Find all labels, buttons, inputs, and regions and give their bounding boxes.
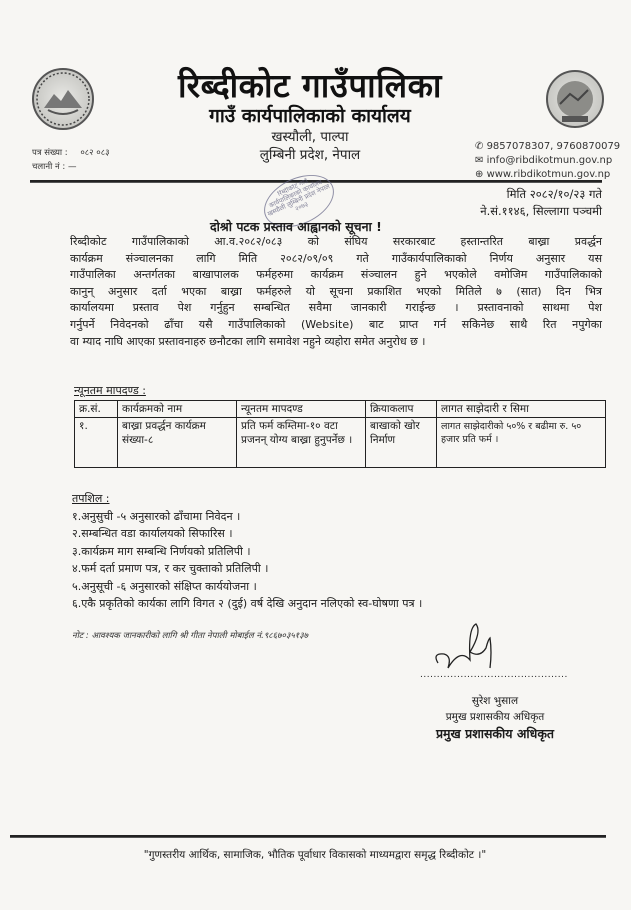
col-cost: लागत साझेदारी र सिमा <box>437 401 606 418</box>
signature-block <box>405 693 585 742</box>
seal-icon <box>548 72 602 126</box>
municipality-title: रिब्दीकोट गाउँपालिका <box>178 66 442 105</box>
notice-title: दोश्रो पटक प्रस्ताव आह्वानको सूचना ! <box>210 219 382 234</box>
criteria-label: न्यूनतम मापदण्ड : <box>74 384 146 397</box>
col-program: कार्यक्रमको नाम <box>118 401 237 418</box>
table-row <box>75 418 606 468</box>
signatory-position: प्रमुख प्रशासकीय अधिकृत <box>445 711 545 723</box>
paragraph-line: गाउँपालिका अन्तर्गतका बाखापालक फर्महरुमा कार्यक्रम संञ्चालन हुने भएकोले वमोजिम गाउँपालिकाको <box>70 268 602 282</box>
cell-activity: बाखाको खोर निर्माण <box>366 418 437 468</box>
cell-sn: १. <box>75 418 118 468</box>
list-item: ३.कार्यक्रम माग सम्बन्धि निर्णयको प्रतिलिपी । <box>72 544 251 558</box>
dispatch-number-value: — <box>67 162 77 172</box>
stamp-text: रिब्दीकोट गाउँ कार्यपालिकाको कार्यालय खस्यौली लुम्बिनी प्रदेश नेपाल २०७३ <box>266 176 331 219</box>
col-activity: क्रियाकलाप <box>366 401 437 418</box>
email-icon: ✉ <box>475 155 487 166</box>
paragraph-line: कार्यक्रम संञ्चालनका लागि मिति २०८२/०९/०९ गते गाउँकार्यपालिकाको निर्णय अनुसार यस <box>70 251 602 265</box>
paragraph-line: कानुन् अनुसार दर्ता भएका बाख्रा फर्महरुले यो सूचना प्रकाशित भएको मितिले ७ (सात) दिन भित्र <box>70 284 602 298</box>
contact-block <box>475 140 620 182</box>
signature-mark <box>430 618 520 678</box>
criteria-header-row <box>75 401 606 418</box>
phone-icon: ✆ <box>475 141 487 152</box>
list-item: ५.अनुसूची -६ अनुसारको संक्षिप्त कार्ययोजना । <box>72 579 257 593</box>
cell-cost: लागत साझेदारीको ५०% र बढीमा रु. ५० हजार प्रति फर्म । <box>437 418 606 468</box>
email-text: info@ribdikotmun.gov.np <box>486 155 613 166</box>
list-item: २.सम्बन्धित वडा कार्यालयको सिफारिस । <box>72 527 233 540</box>
nepal-emblem-logo <box>32 68 94 130</box>
dispatch-number-label: चलानी नं : <box>32 162 66 172</box>
letter-number-label: पत्र संख्या : <box>32 148 68 158</box>
website-text: www.ribdikotmun.gov.np <box>486 169 611 180</box>
criteria-table <box>74 400 606 468</box>
footer-divider <box>10 835 606 838</box>
address-line-2: लुम्बिनी प्रदेश, नेपाल <box>259 147 361 163</box>
globe-icon: ⊕ <box>475 169 487 180</box>
letter-number <box>32 147 110 158</box>
contact-note: नोट : आवश्यक जानकारीको लागि श्री गीता नेपाली मोबाईल नं.९८६७०३५१३७ <box>72 631 309 641</box>
dispatch-number <box>32 161 76 172</box>
municipality-seal-logo <box>546 70 604 128</box>
list-item: ४.फर्म दर्ता प्रमाण पत्र, र कर चुक्ताको प्रतिलिपी । <box>72 562 269 575</box>
office-subtitle: गाउँ कार्यपालिकाको कार्यालय <box>209 105 411 127</box>
date-line-1: मिति २०८२/१०/२३ गते <box>506 187 602 201</box>
date-line-2: ने.सं.११४६, सिल्लागा पञ्चमी <box>480 204 602 218</box>
notice-paragraph <box>70 234 602 350</box>
details-label: तपशिल : <box>72 492 110 505</box>
paragraph-line: गर्नुपर्ने निवेदनको ढाँचा यसै गाउँपालिकाको (Website) बाट प्राप्त गर्न सकिनेछ साथै रित नपुगेका <box>70 317 602 331</box>
contact-email[interactable] <box>475 154 620 168</box>
contact-phone <box>475 140 620 154</box>
details-list <box>72 490 612 613</box>
date-block <box>380 186 602 220</box>
phone-text: 9857078307, 9760870079 <box>486 141 621 152</box>
cell-minimum: प्रति फर्म कम्तिमा-१० वटा प्रजनन् योग्य बाख्रा हुनुपर्नेछ । <box>237 418 366 468</box>
col-sn: क्र.सं. <box>75 401 118 418</box>
paragraph-line: कार्यालयमा प्रस्ताव पेश गर्नुहुन सम्बन्धित सवैमा जानकारी गराईन्छ । प्रस्तावनाको साथमा पेश <box>70 301 602 315</box>
paragraph-line: रिब्दीकोट गाउँपालिकाको आ.व.२०८२/०८३ को संघिय सरकारबाट हस्तान्तरित बाख्रा प्रवर्द्धन <box>70 235 602 248</box>
list-item: ६.एकै प्रकृतिको कार्यका लागि विगत २ (दुई) वर्ष देखि अनुदान नलिएको स्व-घोषणा पत्र । <box>72 597 423 610</box>
signatory-position-stamp: प्रमुख प्रशासकीय अधिकृत <box>435 726 555 741</box>
letter-number-value: ०८२ ०८३ <box>80 148 110 158</box>
emblem-icon <box>34 70 92 128</box>
paragraph-line: वा म्याद नाघि आएका प्रस्तावनाहरु छनौटका लागि समावेश नहुने व्यहोरा समेत अनुरोध छ । <box>70 334 426 348</box>
cell-program: बाख्रा प्रवर्द्धन कार्यक्रम संख्या-८ <box>118 418 237 468</box>
address-line-1: खस्यौली, पाल्पा <box>271 129 349 145</box>
list-item: १.अनुसुची -५ अनुसारको ढाँचामा निवेदन । <box>72 509 241 523</box>
signature-dots: ............................................ <box>420 670 568 680</box>
footer-motto: "गुणस्तरीय आर्थिक, सामाजिक, भौतिक पूर्वाधार विकासको माध्यमद्वारा समृद्ध रिब्दीकोट ।" <box>143 849 487 861</box>
col-minimum: न्यूनतम मापदण्ड <box>237 401 366 418</box>
signatory-name: सुरेश भुसाल <box>471 695 519 707</box>
